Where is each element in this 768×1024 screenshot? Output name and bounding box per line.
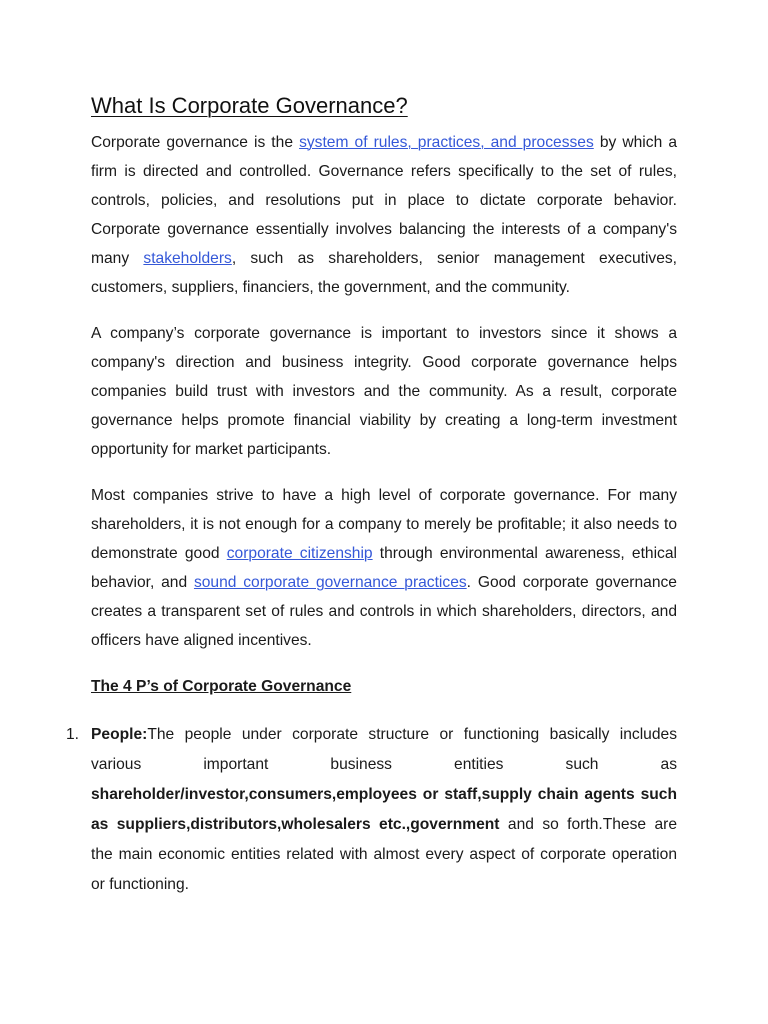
text: The people under corporate structure or functioning basically includes various important business entities such as <box>91 726 677 773</box>
four-ps-list <box>66 720 678 900</box>
link-corporate-citizenship[interactable]: corporate citizenship <box>226 545 373 562</box>
bold-entities: shareholder/investor,consumers,employees or staff,supply chain agents such as suppliers,distributors,wholesalers etc.,government <box>91 786 677 833</box>
link-system-of-rules[interactable]: system of rules, practices, and processes <box>299 134 594 151</box>
document-page <box>66 90 678 900</box>
link-stakeholders[interactable]: stakeholders <box>143 250 232 267</box>
section-heading: The 4 P’s of Corporate Governance <box>91 678 352 695</box>
paragraph-companies <box>91 481 677 655</box>
text: . Good corporate governance creates a transparent set of rules and controls in which shareholders, directors, and officers have aligned incentives. <box>91 574 677 649</box>
list-item <box>66 720 678 900</box>
text: Most companies strive to have a high level of corporate governance. For many shareholders, it is not enough for a company to merely be profitable; it also needs to demonstrate good <box>91 487 677 562</box>
link-governance-practices[interactable]: sound corporate governance practices <box>193 574 467 591</box>
text: through environmental awareness, ethical behavior, and <box>91 545 677 591</box>
text: , such as shareholders, senior management executives, customers, suppliers, financiers, the government, and the community. <box>91 250 678 296</box>
paragraph-definition <box>91 128 677 302</box>
paragraph-importance: A company’s corporate governance is important to investors since it shows a company's direction and business integrity. Good corporate governance helps companies build trust with investors and the community. As a result, corporate governance helps promote financial viability by creating a long-term investment opportunity for market participants. <box>91 325 677 458</box>
list-number: 1. <box>66 726 80 743</box>
text: and so forth.These are the main economic entities related with almost every aspect of corporate operation or functioning. <box>91 816 678 893</box>
text: by which a firm is directed and controlled. Governance refers specifically to the set of rules, controls, policies, and resolutions put in place to dictate corporate behavior. Corporate governance essentially involves balancing the interests of a company's many <box>91 134 677 267</box>
text: Corporate governance is the <box>91 134 300 151</box>
page-title: What Is Corporate Governance? <box>91 93 408 118</box>
list-term: People: <box>91 726 148 743</box>
